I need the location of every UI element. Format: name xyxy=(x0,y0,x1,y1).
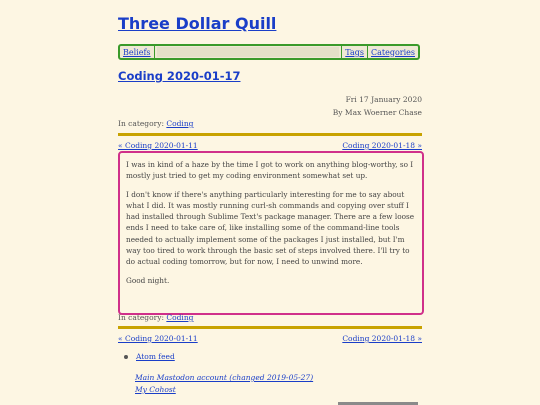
post-author: By Max Woerner Chase xyxy=(332,108,422,117)
category-label: In category: xyxy=(118,119,167,128)
nav-spacer xyxy=(157,47,340,57)
social-line xyxy=(135,385,176,394)
atom-feed-link[interactable]: Atom feed xyxy=(136,352,175,361)
next-post-link[interactable]: Coding 2020-01-18 » xyxy=(342,141,422,150)
post-paragraph: Good night. xyxy=(126,275,170,285)
nav-beliefs-link[interactable]: Beliefs xyxy=(123,47,151,57)
site-title-link[interactable]: Three Dollar Quill xyxy=(118,14,277,33)
nav-bar xyxy=(118,44,420,60)
post-paragraph: I don't know if there's anything particularly interesting for me to say about what I did. It was mostly running curl-sh commands and copying over stuff I had installed through Sublime Text's package manager. There are a few loose ends I need to take care of, like installing some of the command-line tools needed to actually implement some of the packages I just installed, but I'm way too tired to work through the basic set of steps involved there. I'll try to do actual coding tomorrow, but for now, I need to unwind more. xyxy=(126,189,415,267)
category-link[interactable]: Coding xyxy=(166,313,194,322)
divider-rule xyxy=(118,326,422,329)
prev-post-link[interactable]: « Coding 2020-01-11 xyxy=(118,141,198,150)
bullet-icon xyxy=(124,355,128,359)
nav-divider xyxy=(154,46,155,58)
post-date: Fri 17 January 2020 xyxy=(345,95,422,104)
category-line-top xyxy=(118,119,193,128)
feed-list-item xyxy=(124,352,175,361)
social-line xyxy=(135,373,313,382)
category-line-bottom xyxy=(118,313,193,322)
divider-rule xyxy=(118,133,422,136)
post-content xyxy=(118,151,424,315)
post-paragraph: I was in kind of a haze by the time I got to work on anything blog-worthy, so I mostly just tried to get my coding environment somewhat set up. xyxy=(126,160,414,181)
category-link[interactable]: Coding xyxy=(166,119,194,128)
nav-categories-link[interactable]: Categories xyxy=(371,47,415,57)
prev-post-link[interactable]: « Coding 2020-01-11 xyxy=(118,334,198,343)
category-label: In category: xyxy=(118,313,167,322)
nav-tags-link[interactable]: Tags xyxy=(345,47,364,57)
next-post-link[interactable]: Coding 2020-01-18 » xyxy=(342,334,422,343)
mastodon-link[interactable]: Main Mastodon account (changed 2019-05-27) xyxy=(135,373,314,382)
post-title-link[interactable]: Coding 2020-01-17 xyxy=(118,69,241,83)
cohost-link[interactable]: My Cohost xyxy=(135,385,176,394)
